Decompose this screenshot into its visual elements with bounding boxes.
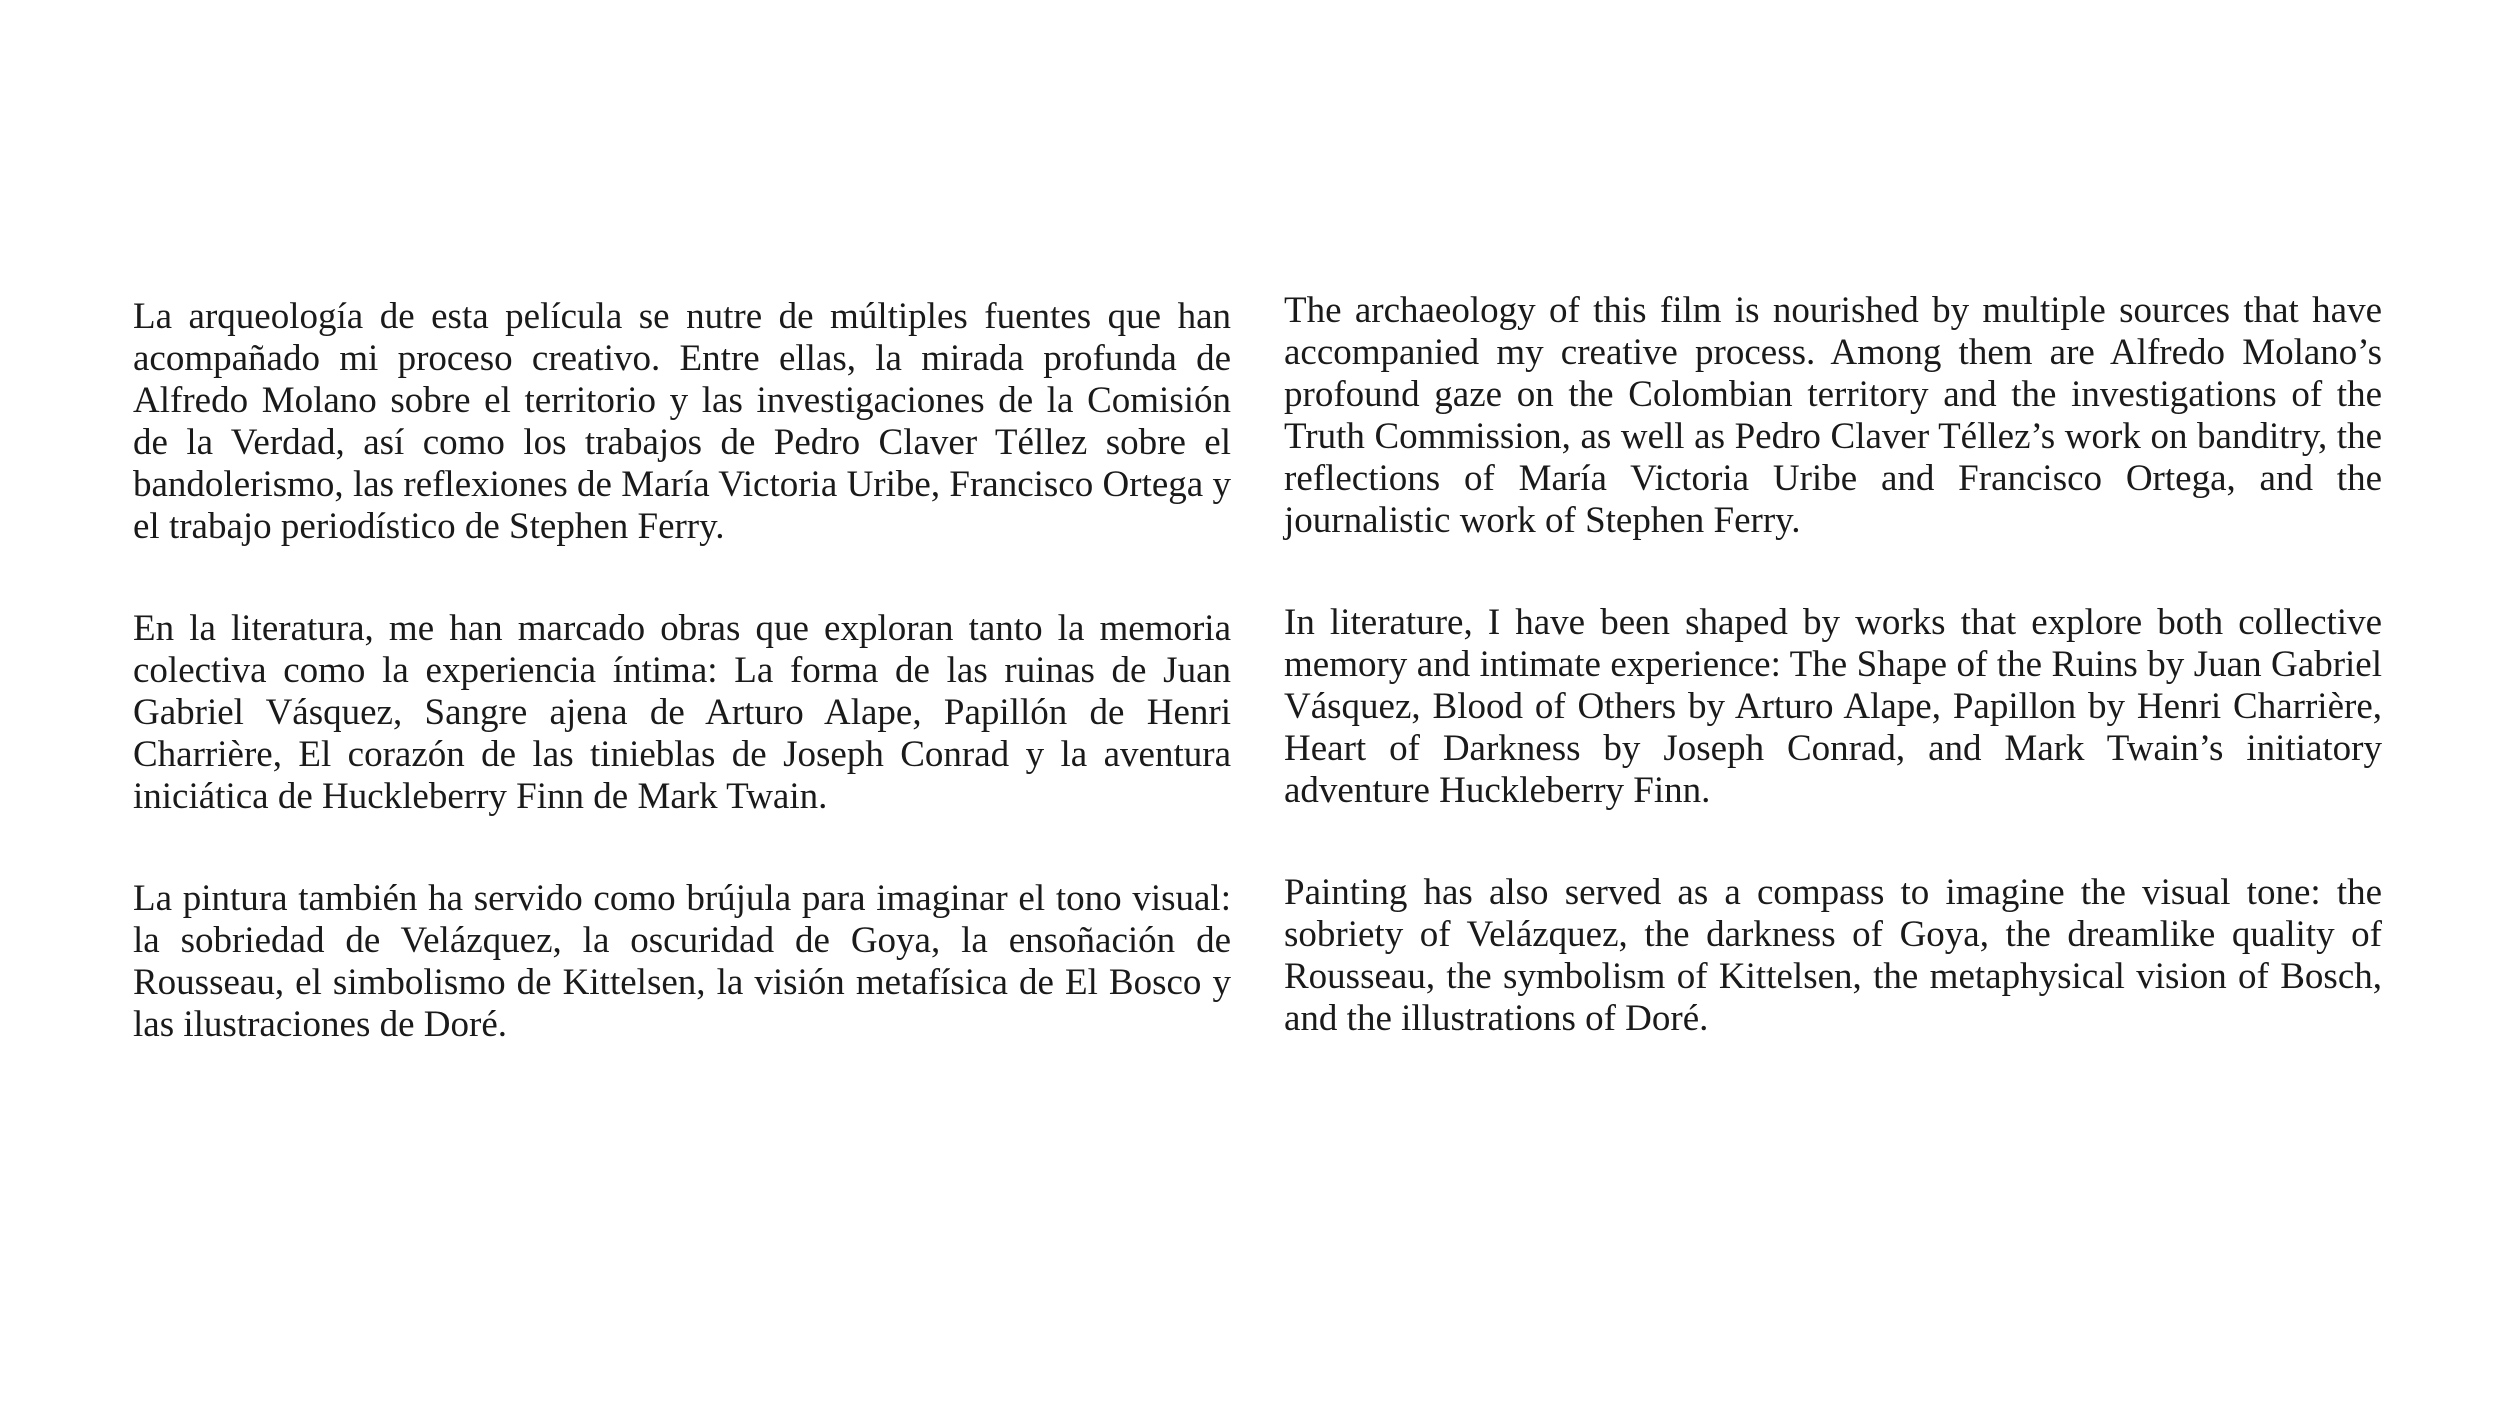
spanish-paragraph-painting: La pintura también ha servido como brújula para imaginar el tono visual: la sobriedad de Velázquez, la oscuridad de Goya, la ensoñación de Rousseau, el simbolismo de Kittelsen, la visión metafísica de El Bosco y las ilustraciones de Doré. [133,878,1231,1045]
english-paragraph-sources: The archaeology of this film is nourished by multiple sources that have accompanied my creative process. Among them are Alfredo Molano’s profound gaze on the Colombian territory and the investigations of the Truth Commission, as well as Pedro Claver Téllez’s work on banditry, the reflections of María Victoria Uribe and Francisco Ortega, and the journalistic work of Stephen Ferry. [1284,290,2382,541]
spanish-paragraph-literature: En la literatura, me han marcado obras que exploran tanto la memoria colectiva como la experiencia íntima: La forma de las ruinas de Juan Gabriel Vásquez, Sangre ajena de Arturo Alape, Papillón de Henri Charrière, El corazón de las tinieblas de Joseph Conrad y la aventura iniciática de Huckleberry Finn de Mark Twain. [133,608,1231,817]
english-column [1284,290,2382,1040]
english-paragraph-literature: In literature, I have been shaped by works that explore both collective memory and intimate experience: The Shape of the Ruins by Juan Gabriel Vásquez, Blood of Others by Arturo Alape, Papillon by Henri Charrière, Heart of Darkness by Joseph Conrad, and Mark Twain’s initiatory adventure Huckleberry Finn. [1284,602,2382,811]
english-paragraph-painting: Painting has also served as a compass to imagine the visual tone: the sobriety of Velázquez, the darkness of Goya, the dreamlike quality of Rousseau, the symbolism of Kittelsen, the metaphysical vision of Bosch, and the illustrations of Doré. [1284,872,2382,1039]
spanish-column [133,296,1231,1046]
spanish-paragraph-sources: La arqueología de esta película se nutre de múltiples fuentes que han acompañado mi proceso creativo. Entre ellas, la mirada profunda de Alfredo Molano sobre el territorio y las investigaciones de la Comisión de la Verdad, así como los trabajos de Pedro Claver Téllez sobre el bandolerismo, las reflexiones de María Victoria Uribe, Francisco Ortega y el trabajo periodístico de Stephen Ferry. [133,296,1231,547]
